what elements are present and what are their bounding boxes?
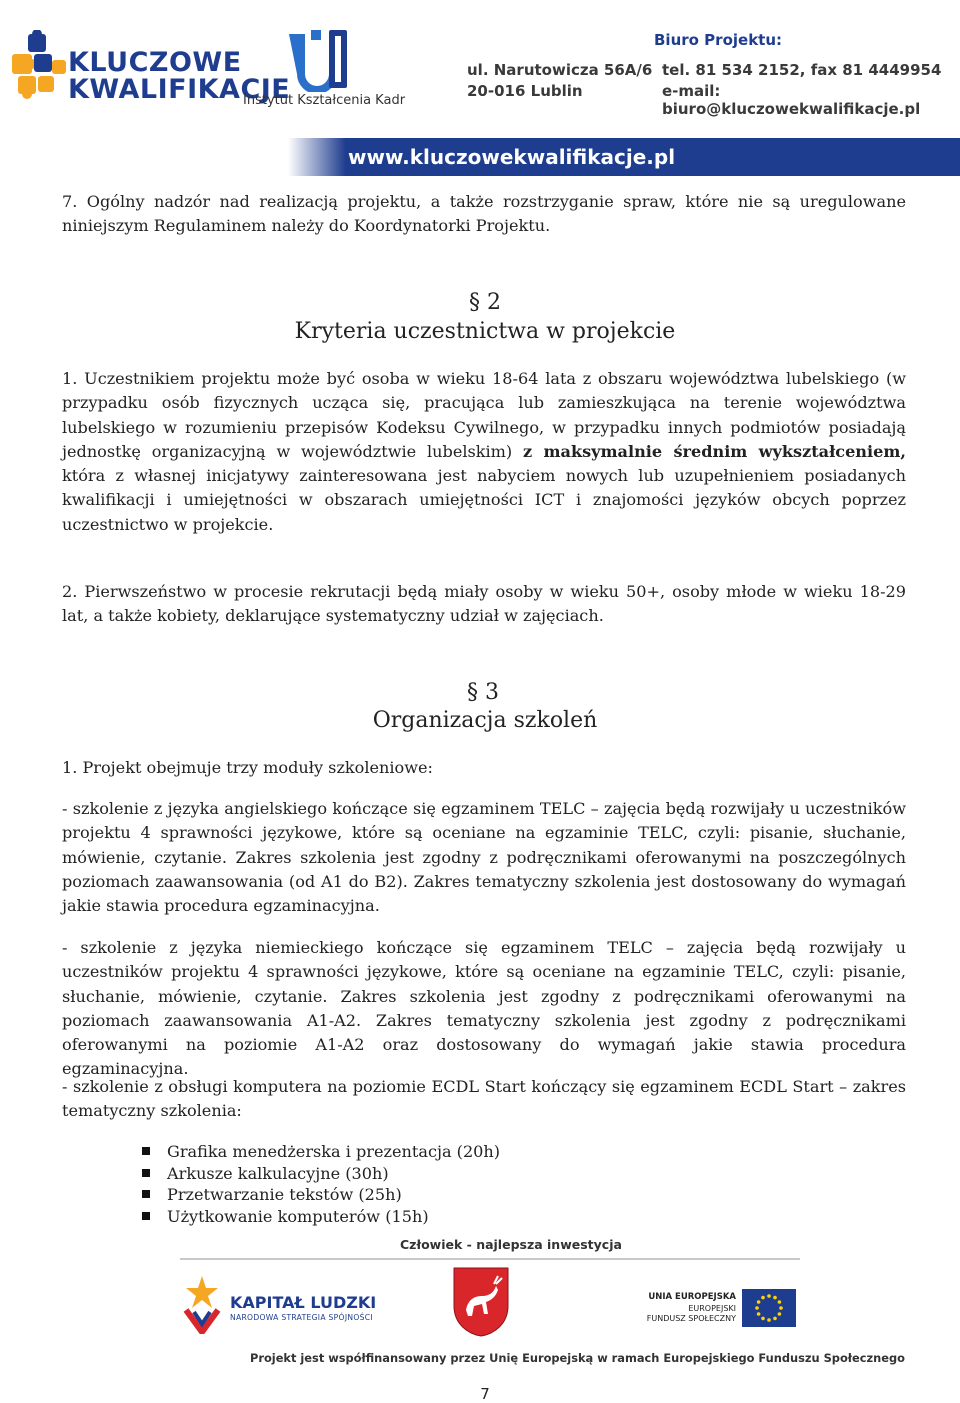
logo-text-line2: KWALIFIKACJE <box>68 74 291 105</box>
module-ecdl: - szkolenie z obsługi komputera na poziomie ECDL Start kończący się egzaminem ECDL Start – zakres tematyczny szkolenia: <box>62 1077 906 1121</box>
section-2-sign: § 2 <box>469 290 501 315</box>
logo-text-line1: KLUCZOWE <box>68 47 242 78</box>
ikk-logo-icon <box>283 28 353 92</box>
kapital-ludzki-title: KAPITAŁ LUDZKI <box>230 1293 377 1312</box>
eu-flag-icon <box>742 1289 796 1327</box>
list-item-text: Przetwarzanie tekstów (25h) <box>167 1185 402 1204</box>
square-bullet-icon <box>142 1190 150 1198</box>
criteria-p1-end: która z własnej inicjatywy zainteresowana jest nabyciem nowych lub uzupełnieniem posiadanych kwalifikacji i umiejętności w obszarach umiejętności ICT i znajomości języków obcych poprzez uczestnictwo w projekcie. <box>62 466 906 534</box>
list-item-text: Grafika menedżerska i prezentacja (20h) <box>167 1142 501 1161</box>
paragraph-7: 7. Ogólny nadzór nad realizacją projektu, a także rozstrzyganie spraw, które nie są uregulowane niniejszym Regulaminem należy do Koordynatorki Projektu. <box>62 192 906 236</box>
module-german: - szkolenie z języka niemieckiego kończące się egzaminem TELC – zajęcia będą rozwijały u uczestników projektu 4 sprawności językowe, które są oceniane na egzaminie TELC, czyli: pisanie, słuchanie, mówienie, czytanie. Zakres szkolenia jest zgodny z podręcznikami oferowanymi na poziomach zaawansowania A1-A2. Zakres tematyczny szkolenia jest zgodny z podręcznikami oferowanymi na poziomie A1-A2 oraz dostosowany do wymagań jakie stawia procedura egzaminacyjna. <box>62 938 906 1079</box>
eu-label-line3: FUNDUSZ SPOŁECZNY <box>646 1314 736 1323</box>
module-english: - szkolenie z języka angielskiego kończące się egzaminem TELC – zajęcia będą rozwijały u uczestników projektu 4 sprawności językowe, które są oceniane na egzaminie TELC, czyli: pisanie, słuchanie, mówienie, czytanie. Zakres szkolenia jest zgodny z podręcznikami oferowanymi na poszczególnych poziomach zaawansowania (od A1 do B2). Zakres tematyczny szkolenia jest dostosowany do wymagań jakie stawia procedura egzaminacyjna. <box>62 799 906 916</box>
puzzle-logo-icon <box>8 30 70 110</box>
criteria-p1-start: 1. Uczestnikiem projektu może być osoba w wieku 18-64 lata z obszaru województwa lubelskiego (w przypadku osób fizycznych ucząca się, pracująca lub zamieszkująca na terenie województwa lubelskiego w rozumieniu przepisów Kodeksu Cywilnego, w przypadku innych podmiotów posiadają jednostkę organizacyjną w województwie lubelskim) <box>62 369 906 461</box>
email-address: e-mail: biuro@kluczowekwalifikacje.pl <box>662 82 921 118</box>
phone-fax: tel. 81 534 2152, fax 81 4449954 <box>662 61 942 79</box>
square-bullet-icon <box>142 1147 150 1155</box>
website-url: www.kluczowekwalifikacje.pl <box>348 145 676 169</box>
list-item <box>140 1206 500 1228</box>
criteria-p1-bold: z maksymalnie średnim wykształceniem, <box>523 441 906 461</box>
section-3-sign: § 3 <box>467 680 499 705</box>
section-2-title: Kryteria uczestnictwa w projekcie <box>294 319 676 344</box>
ikk-caption: Instytut Kształcenia Kadr <box>243 93 406 108</box>
footer-divider <box>180 1258 800 1260</box>
address-city: 20-016 Lublin <box>467 82 583 100</box>
ecdl-topics-list <box>140 1141 500 1227</box>
eu-label-line1: UNIA EUROPEJSKA <box>648 1292 736 1302</box>
page-number: 7 <box>480 1385 490 1403</box>
criteria-paragraph-1 <box>62 367 906 537</box>
list-item <box>140 1163 500 1185</box>
list-item-text: Użytkowanie komputerów (15h) <box>167 1206 429 1226</box>
list-item <box>140 1184 500 1206</box>
eu-label-line2: EUROPEJSKI <box>688 1304 736 1313</box>
footer-slogan: Człowiek - najlepsza inwestycja <box>400 1237 622 1252</box>
letterhead <box>0 0 960 178</box>
kapital-ludzki-logo-icon <box>180 1274 224 1334</box>
kapital-ludzki-subtitle: NARODOWA STRATEGIA SPÓJNOŚCI <box>230 1313 373 1322</box>
office-title: Biuro Projektu: <box>654 31 783 49</box>
square-bullet-icon <box>142 1212 150 1220</box>
modules-intro: 1. Projekt obejmuje trzy moduły szkoleniowe: <box>62 758 433 777</box>
section-3-title: Organizacja szkoleń <box>372 708 598 733</box>
square-bullet-icon <box>142 1169 150 1177</box>
list-item <box>140 1141 500 1163</box>
criteria-paragraph-2: 2. Pierwszeństwo w procesie rekrutacji będą miały osoby w wieku 50+, osoby młode w wieku 18-29 lat, a także kobiety, deklarujące systematyczny udział w zajęciach. <box>62 582 906 626</box>
list-item-text: Arkusze kalkulacyjne (30h) <box>167 1163 389 1183</box>
cofunding-notice: Projekt jest współfinansowany przez Unię Europejską w ramach Europejskiego Funduszu Społecznego <box>250 1351 905 1365</box>
address-street: ul. Narutowicza 56A/6 <box>467 61 653 79</box>
lublin-coat-of-arms-icon <box>452 1266 510 1338</box>
